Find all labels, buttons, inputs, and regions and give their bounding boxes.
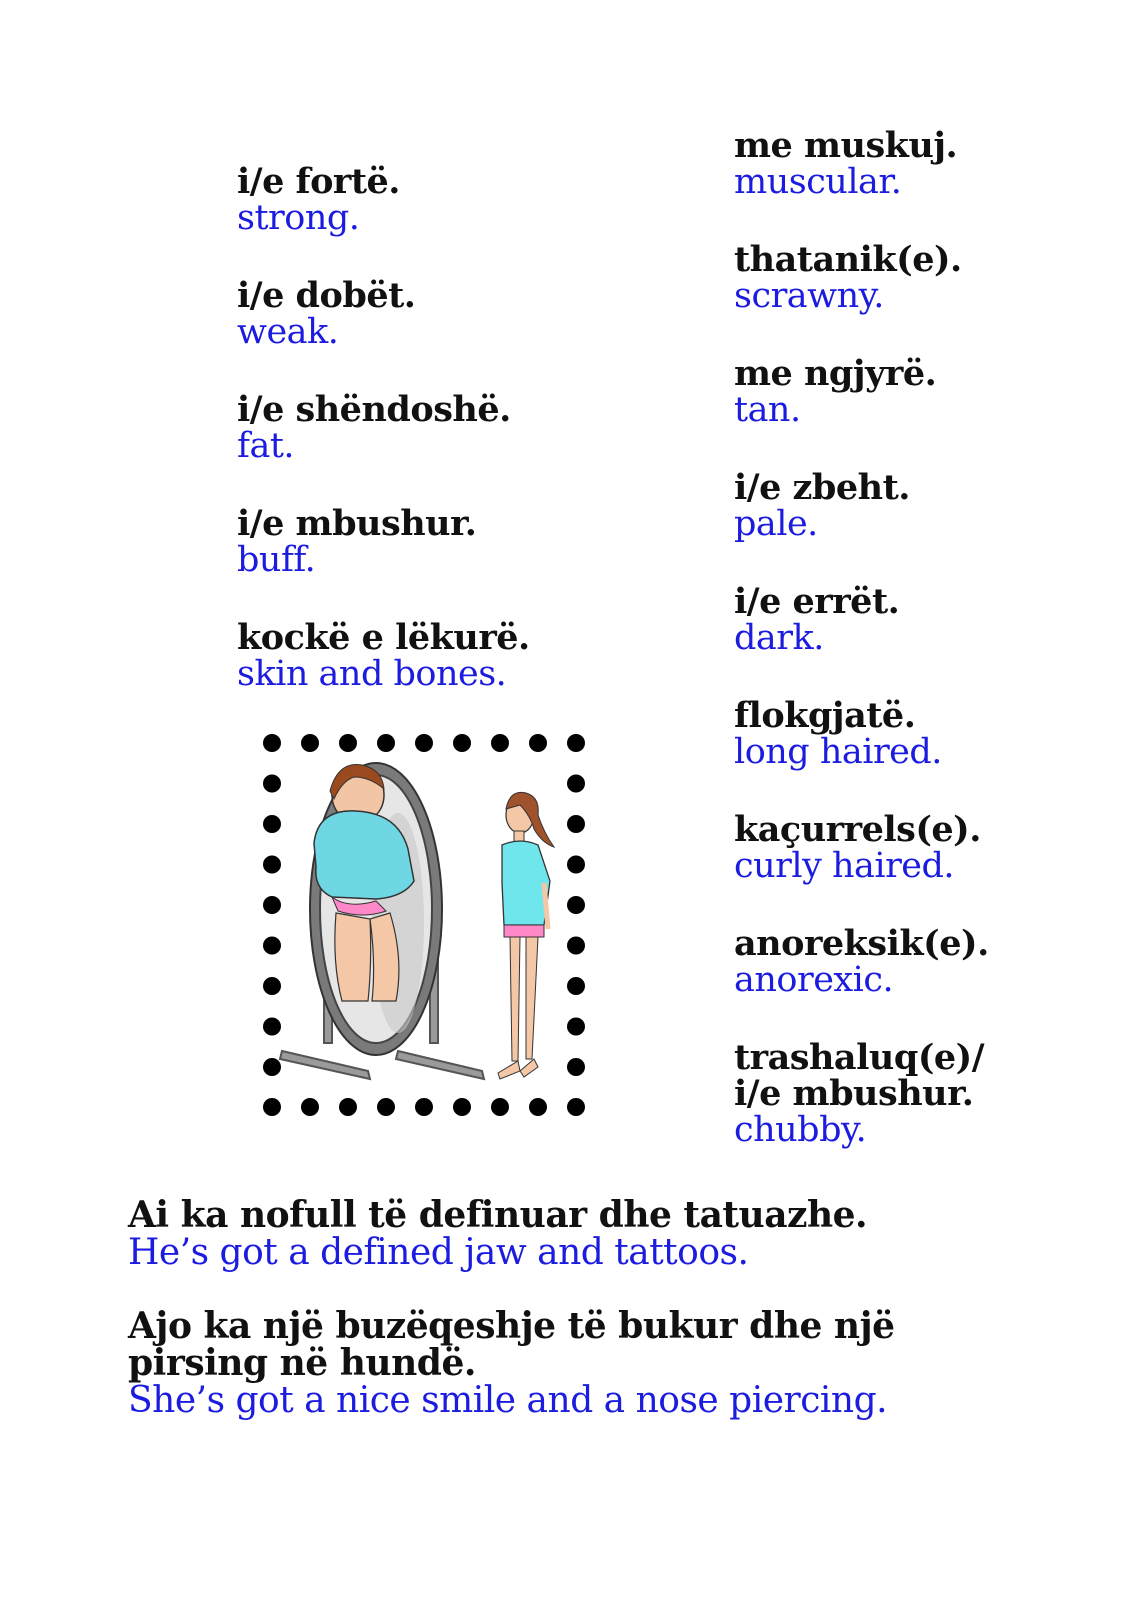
frame-dot — [567, 977, 585, 995]
frame-dot — [377, 1098, 395, 1116]
frame-dot — [263, 977, 281, 995]
english-translation: buff. — [237, 540, 316, 580]
frame-dot — [377, 734, 395, 752]
frame-dot — [263, 856, 281, 874]
frame-dot — [339, 1098, 357, 1116]
left-entry-2 — [237, 275, 416, 352]
albanian-word: trashaluq(e)/ — [734, 1037, 985, 1078]
english-translation: skin and bones. — [237, 654, 507, 694]
english-translation: anorexic. — [734, 960, 894, 1000]
english-sentence: He’s got a defined jaw and tattoos. — [128, 1232, 749, 1273]
english-translation: dark. — [734, 618, 824, 658]
frame-dot — [263, 1058, 281, 1076]
albanian-word: me ngjyrë. — [734, 353, 937, 394]
english-sentence: She’s got a nice smile and a nose piercing. — [128, 1380, 888, 1421]
frame-dot — [263, 1018, 281, 1036]
frame-dot — [567, 896, 585, 914]
left-entry-1 — [237, 161, 400, 238]
albanian-word-line2: i/e mbushur. — [734, 1073, 974, 1114]
frame-dot — [529, 1098, 547, 1116]
english-translation: chubby. — [734, 1110, 867, 1150]
right-entry-5 — [734, 581, 900, 658]
english-translation: curly haired. — [734, 846, 955, 886]
albanian-word: me muskuj. — [734, 125, 958, 166]
frame-dot — [263, 815, 281, 833]
english-translation: scrawny. — [734, 276, 884, 316]
albanian-word: anoreksik(e). — [734, 923, 989, 964]
albanian-word: thatanik(e). — [734, 239, 962, 280]
right-entry-9 — [734, 1037, 985, 1150]
albanian-sentence: Ai ka nofull të definuar dhe tatuazhe. — [128, 1194, 868, 1236]
right-entry-2 — [734, 239, 962, 316]
albanian-word: kockë e lëkurë. — [237, 617, 530, 658]
frame-dot — [567, 1098, 585, 1116]
frame-dot — [263, 734, 281, 752]
frame-dot — [567, 1058, 585, 1076]
frame-dot — [453, 734, 471, 752]
frame-dot — [491, 1098, 509, 1116]
left-entry-4 — [237, 503, 477, 580]
right-entry-4 — [734, 467, 910, 544]
right-entry-8 — [734, 923, 989, 1000]
frame-dot — [415, 734, 433, 752]
frame-dot — [567, 1018, 585, 1036]
english-translation: weak. — [237, 312, 339, 352]
albanian-word: i/e mbushur. — [237, 503, 477, 544]
left-entry-5 — [237, 617, 530, 694]
right-entry-3 — [734, 353, 937, 430]
right-entry-1 — [734, 125, 958, 202]
albanian-word: i/e zbeht. — [734, 467, 910, 508]
frame-dot — [567, 775, 585, 793]
albanian-word: i/e errët. — [734, 581, 900, 622]
frame-dot — [263, 775, 281, 793]
albanian-sentence: Ajo ka një buzëqeshje të bukur dhe një — [128, 1305, 895, 1347]
albanian-word: kaçurrels(e). — [734, 809, 981, 850]
right-entry-7 — [734, 809, 981, 886]
frame-dot — [529, 734, 547, 752]
frame-dot — [263, 896, 281, 914]
frame-dot — [491, 734, 509, 752]
frame-dot — [263, 1098, 281, 1116]
english-translation: strong. — [237, 198, 360, 238]
albanian-word: i/e shëndoshë. — [237, 389, 511, 430]
english-translation: fat. — [237, 426, 295, 466]
frame-dot — [301, 1098, 319, 1116]
albanian-word: i/e fortë. — [237, 161, 400, 202]
english-translation: muscular. — [734, 162, 902, 202]
sentence-2 — [128, 1305, 895, 1421]
english-translation: long haired. — [734, 732, 942, 772]
right-entry-6 — [734, 695, 942, 772]
frame-dot — [567, 815, 585, 833]
frame-dot — [453, 1098, 471, 1116]
frame-dot — [301, 734, 319, 752]
albanian-word: i/e dobët. — [237, 275, 416, 316]
english-translation: pale. — [734, 504, 818, 544]
albanian-sentence-line2: pirsing në hundë. — [128, 1342, 476, 1384]
frame-dot — [263, 937, 281, 955]
frame-dot — [567, 937, 585, 955]
frame-dot — [567, 856, 585, 874]
albanian-word: flokgjatë. — [734, 695, 916, 736]
frame-dot — [339, 734, 357, 752]
left-entry-3 — [237, 389, 511, 466]
frame-dot — [567, 734, 585, 752]
english-translation: tan. — [734, 390, 801, 430]
mirror-body-image-icon — [258, 733, 598, 1119]
sentence-1 — [128, 1194, 868, 1273]
frame-dot — [415, 1098, 433, 1116]
